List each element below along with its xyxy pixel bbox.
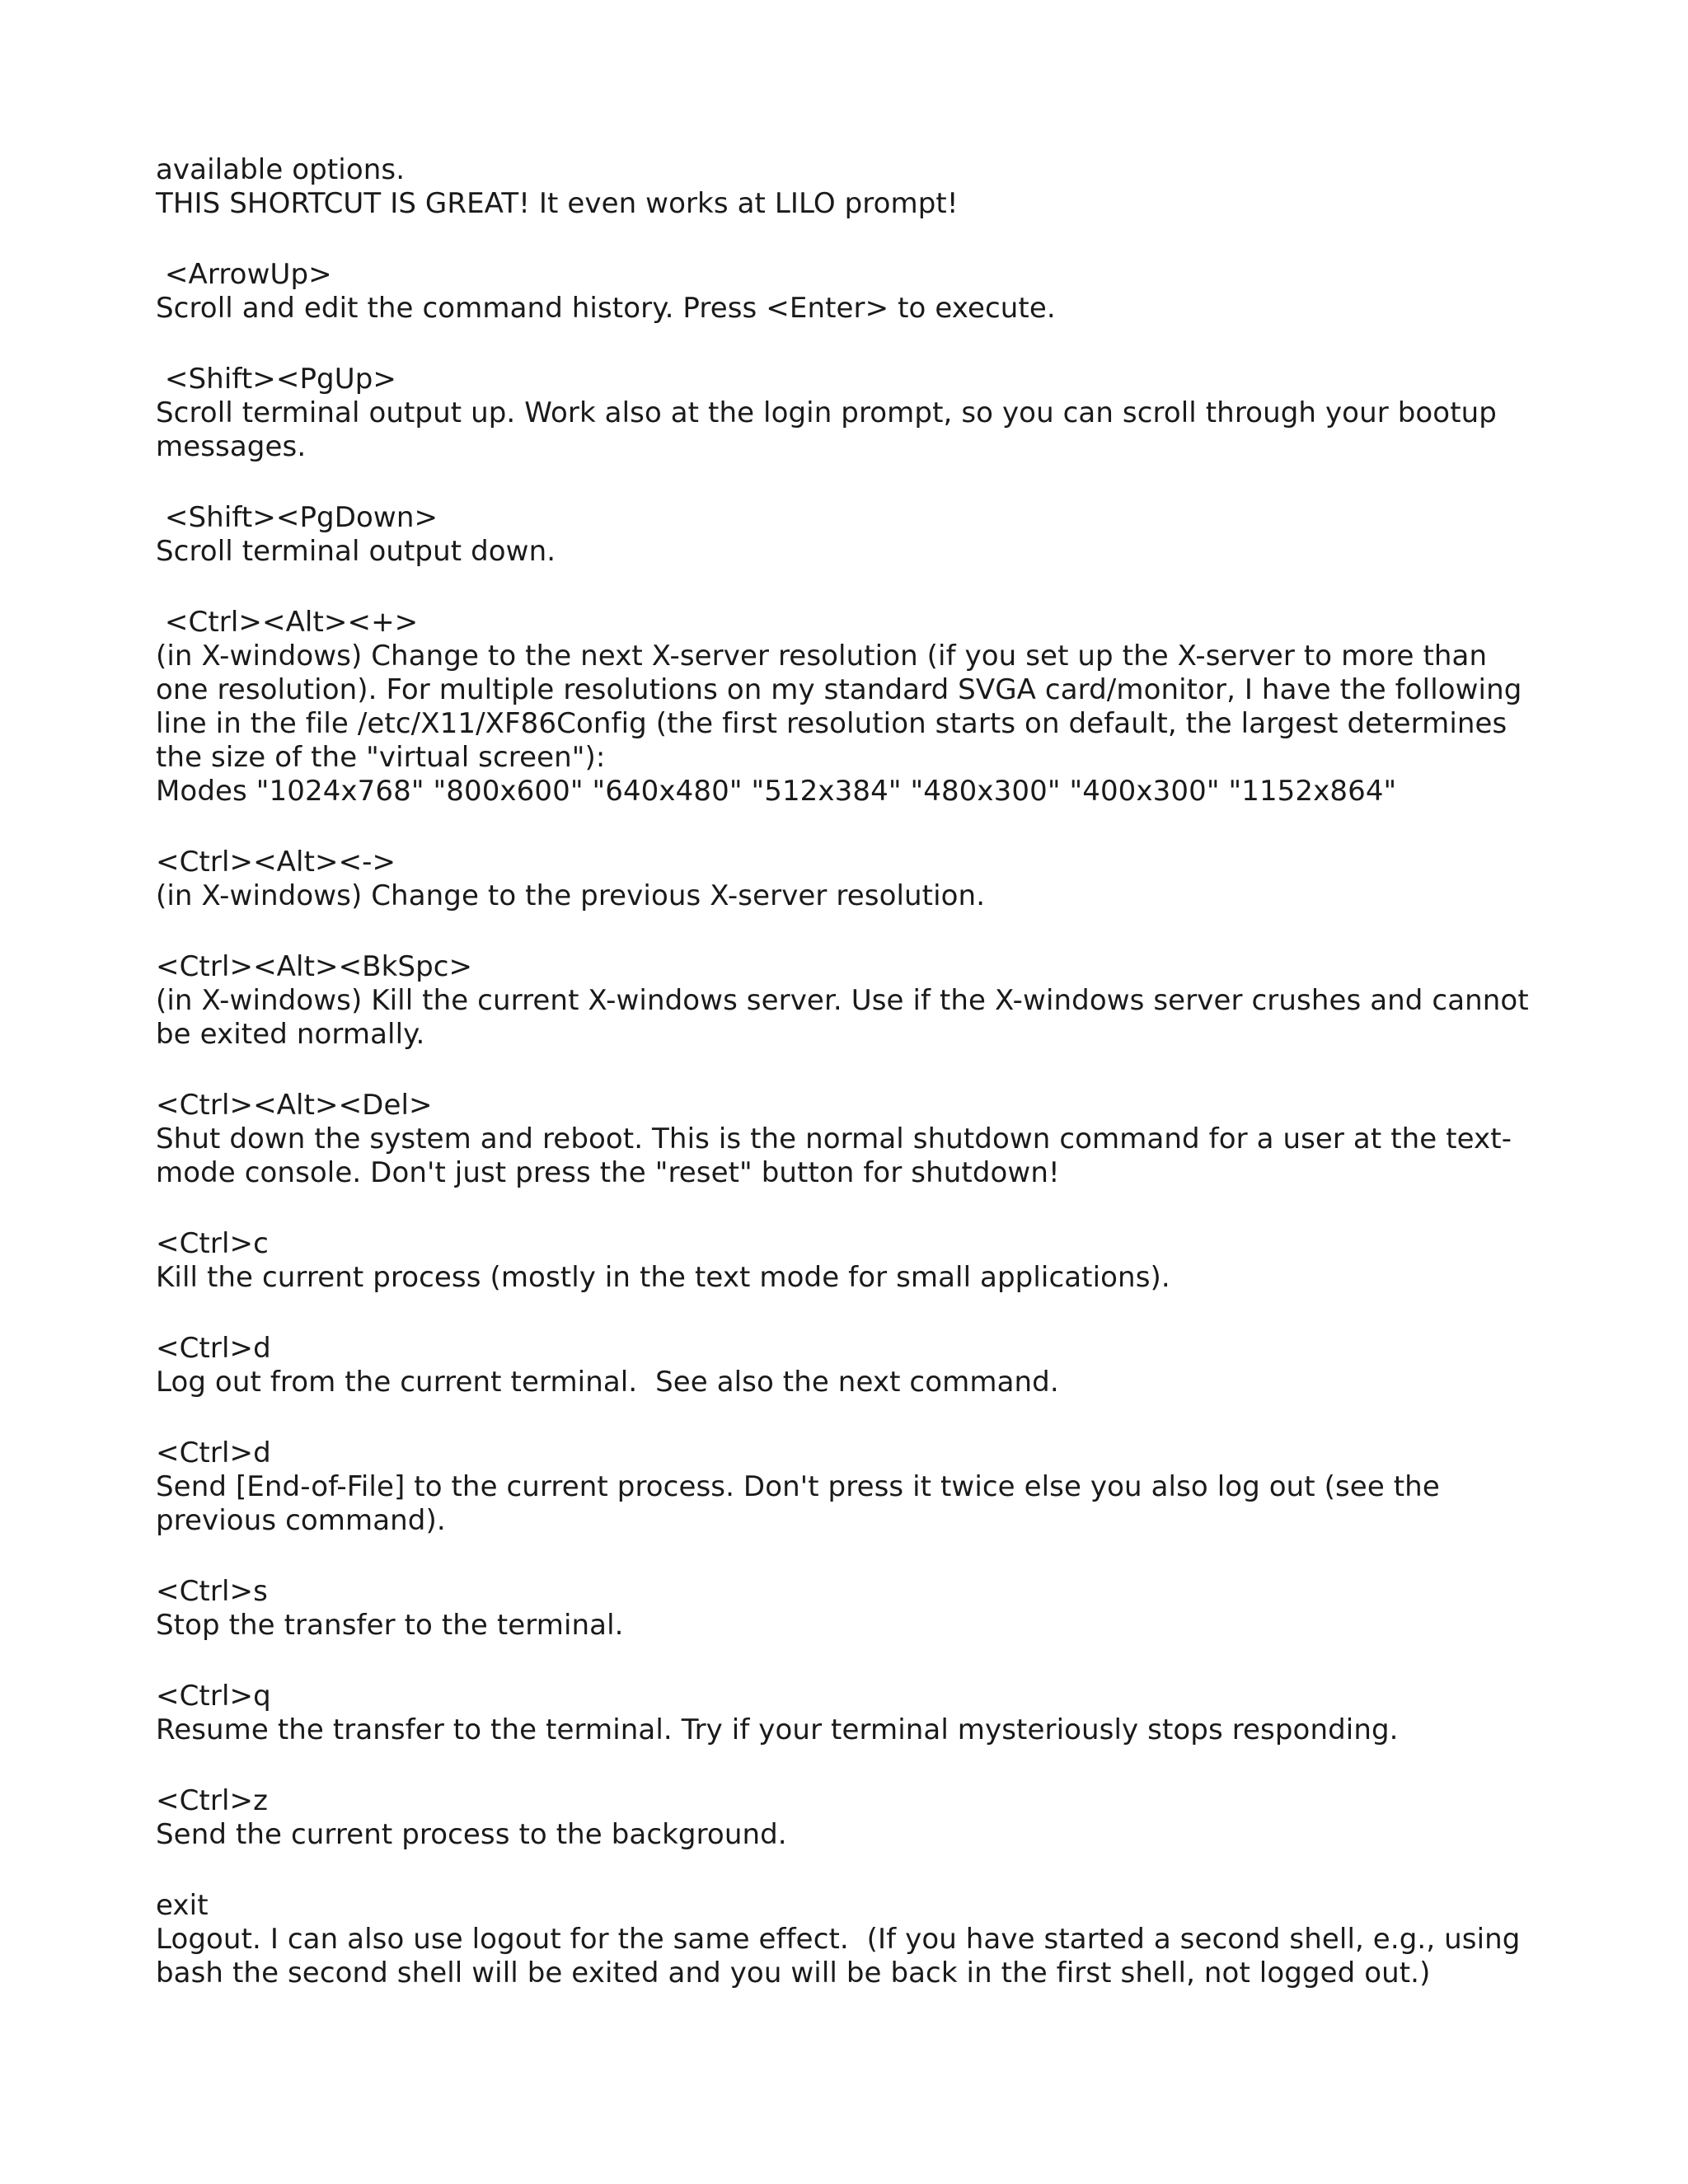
shortcut-key: <Ctrl><Alt><BkSpc> [156,950,473,983]
shortcut-key: <Ctrl>d [156,1436,271,1469]
shortcut-entry [156,363,1540,464]
shortcut-description: Scroll terminal output down. [156,535,556,568]
shortcut-key: <ArrowUp> [156,258,332,291]
intro-line: THIS SHORTCUT IS GREAT! It even works at LILO prompt! [156,187,959,220]
shortcut-key: <Ctrl><Alt><Del> [156,1089,433,1122]
shortcut-description: be exited normally. [156,1018,425,1051]
shortcut-entry [156,1227,1540,1295]
shortcut-description: previous command). [156,1504,446,1537]
shortcut-key: <Ctrl>s [156,1575,268,1608]
shortcut-description: (in X-windows) Change to the previous X-server resolution. [156,879,986,912]
shortcut-description: Resume the transfer to the terminal. Try if your terminal mysteriously stops responding. [156,1713,1399,1746]
intro-line: available options. [156,153,406,186]
shortcut-entry [156,1089,1540,1190]
xf86config-modes-line: Modes "1024x768" "800x600" "640x480" "512x384" "480x300" "400x300" "1152x864" [156,775,1397,808]
shortcut-description: Shut down the system and reboot. This is the normal shutdown command for a user at the text- [156,1122,1512,1155]
shortcut-description: bash the second shell will be exited and you will be back in the first shell, not logged out.) [156,1957,1431,1990]
shortcut-description: line in the file /etc/X11/XF86Config (the first resolution starts on default, the largest determines [156,707,1507,740]
shortcut-key: <Ctrl>z [156,1784,269,1817]
shortcut-entry [156,1784,1540,1852]
shortcut-description: Kill the current process (mostly in the text mode for small applications). [156,1261,1170,1294]
shortcut-entry [156,1332,1540,1399]
shortcut-entry [156,501,1540,569]
shortcut-entry [156,846,1540,913]
shortcut-description: Logout. I can also use logout for the same effect. (If you have started a second shell, e.g., using [156,1923,1521,1956]
shortcut-description: (in X-windows) Kill the current X-windows server. Use if the X-windows server crushes and cannot [156,984,1529,1017]
shortcut-description: Stop the transfer to the terminal. [156,1609,624,1642]
shortcut-description: (in X-windows) Change to the next X-server resolution (if you set up the X-server to more than [156,640,1488,673]
shortcut-description: mode console. Don't just press the "reset" button for shutdown! [156,1156,1060,1189]
shortcut-entry [156,606,1540,808]
document-body [156,153,1540,1990]
shortcut-description: Send [End-of-File] to the current process. Don't press it twice else you also log out (see the [156,1470,1440,1503]
shortcut-description: one resolution). For multiple resolutions on my standard SVGA card/monitor, I have the following [156,673,1522,706]
shortcut-key: <Ctrl>d [156,1332,271,1365]
shortcut-entry [156,1436,1540,1538]
shortcut-description: Scroll and edit the command history. Press <Enter> to execute. [156,292,1056,325]
shortcut-description: messages. [156,430,307,463]
shortcut-description: the size of the "virtual screen"): [156,741,606,774]
shortcut-key: <Shift><PgUp> [156,363,396,396]
shortcut-description: Send the current process to the background. [156,1818,787,1851]
shortcut-key: <Ctrl><Alt><+> [156,606,419,639]
shortcut-key: <Ctrl>q [156,1680,271,1713]
shortcut-entry [156,258,1540,326]
shortcut-entry [156,1575,1540,1643]
intro-block [156,153,1540,221]
shortcut-key: exit [156,1889,209,1922]
shortcut-key: <Ctrl>c [156,1227,269,1260]
shortcut-key: <Shift><PgDown> [156,501,438,534]
shortcut-entry [156,950,1540,1052]
shortcut-description: Log out from the current terminal. See also the next command. [156,1366,1059,1399]
shortcut-description: Scroll terminal output up. Work also at the login prompt, so you can scroll through your bootup [156,396,1497,429]
shortcut-entry [156,1889,1540,1990]
shortcut-key: <Ctrl><Alt><-> [156,846,396,879]
shortcut-entry [156,1680,1540,1747]
